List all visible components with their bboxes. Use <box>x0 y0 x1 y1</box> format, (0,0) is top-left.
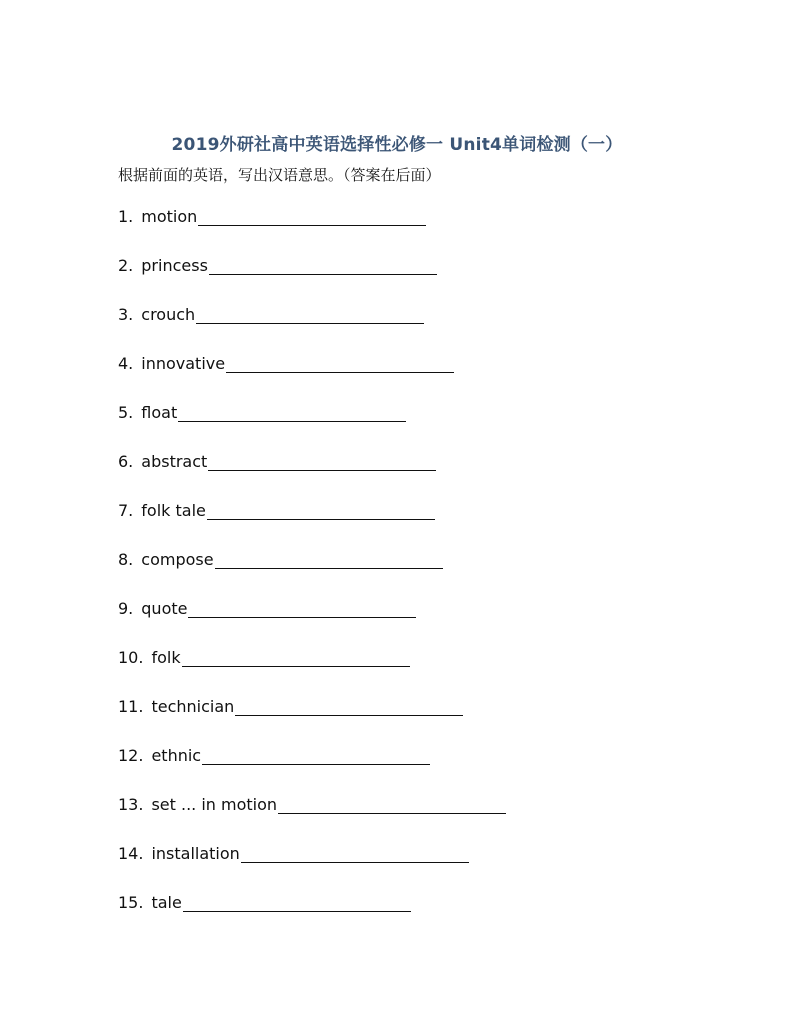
item-word: installation <box>151 844 240 863</box>
item-number: 5. <box>118 403 134 422</box>
answer-blank[interactable] <box>208 450 436 471</box>
item-word: quote <box>141 599 188 618</box>
list-item <box>118 205 506 254</box>
item-number: 9. <box>118 599 134 618</box>
item-word: float <box>141 403 178 422</box>
item-word: ethnic <box>151 746 202 765</box>
item-word: tale <box>151 893 182 912</box>
list-item <box>118 450 506 499</box>
list-item <box>118 352 506 401</box>
item-word: set ... in motion <box>151 795 278 814</box>
answer-blank[interactable] <box>207 499 435 520</box>
list-item <box>118 891 506 940</box>
item-number: 15. <box>118 893 144 912</box>
answer-blank[interactable] <box>182 646 410 667</box>
list-item <box>118 695 506 744</box>
vocabulary-list <box>118 205 506 940</box>
answer-blank[interactable] <box>188 597 416 618</box>
item-number: 13. <box>118 795 144 814</box>
item-word: technician <box>151 697 235 716</box>
list-item <box>118 597 506 646</box>
answer-blank[interactable] <box>215 548 443 569</box>
item-word: motion <box>141 207 198 226</box>
item-number: 6. <box>118 452 134 471</box>
item-number: 8. <box>118 550 134 569</box>
answer-blank[interactable] <box>198 205 426 226</box>
answer-blank[interactable] <box>278 793 506 814</box>
item-number: 11. <box>118 697 144 716</box>
item-number: 14. <box>118 844 144 863</box>
list-item <box>118 548 506 597</box>
answer-blank[interactable] <box>183 891 411 912</box>
page-title: 2019外研社高中英语选择性必修一 Unit4单词检测（一） <box>171 135 623 155</box>
list-item <box>118 401 506 450</box>
item-word: innovative <box>141 354 226 373</box>
item-number: 7. <box>118 501 134 520</box>
item-number: 12. <box>118 746 144 765</box>
item-word: crouch <box>141 305 196 324</box>
item-word: folk <box>151 648 181 667</box>
list-item <box>118 646 506 695</box>
answer-blank[interactable] <box>178 401 406 422</box>
list-item <box>118 744 506 793</box>
answer-blank[interactable] <box>196 303 424 324</box>
list-item <box>118 842 506 891</box>
item-number: 1. <box>118 207 134 226</box>
list-item <box>118 499 506 548</box>
answer-blank[interactable] <box>209 254 437 275</box>
item-number: 2. <box>118 256 134 275</box>
item-number: 4. <box>118 354 134 373</box>
item-number: 10. <box>118 648 144 667</box>
item-word: folk tale <box>141 501 206 520</box>
list-item <box>118 303 506 352</box>
answer-blank[interactable] <box>202 744 430 765</box>
item-word: compose <box>141 550 214 569</box>
item-word: princess <box>141 256 208 275</box>
answer-blank[interactable] <box>241 842 469 863</box>
item-number: 3. <box>118 305 134 324</box>
item-word: abstract <box>141 452 208 471</box>
instruction-text: 根据前面的英语，写出汉语意思。（答案在后面） <box>118 166 441 184</box>
answer-blank[interactable] <box>226 352 454 373</box>
answer-blank[interactable] <box>235 695 463 716</box>
list-item <box>118 254 506 303</box>
list-item <box>118 793 506 842</box>
